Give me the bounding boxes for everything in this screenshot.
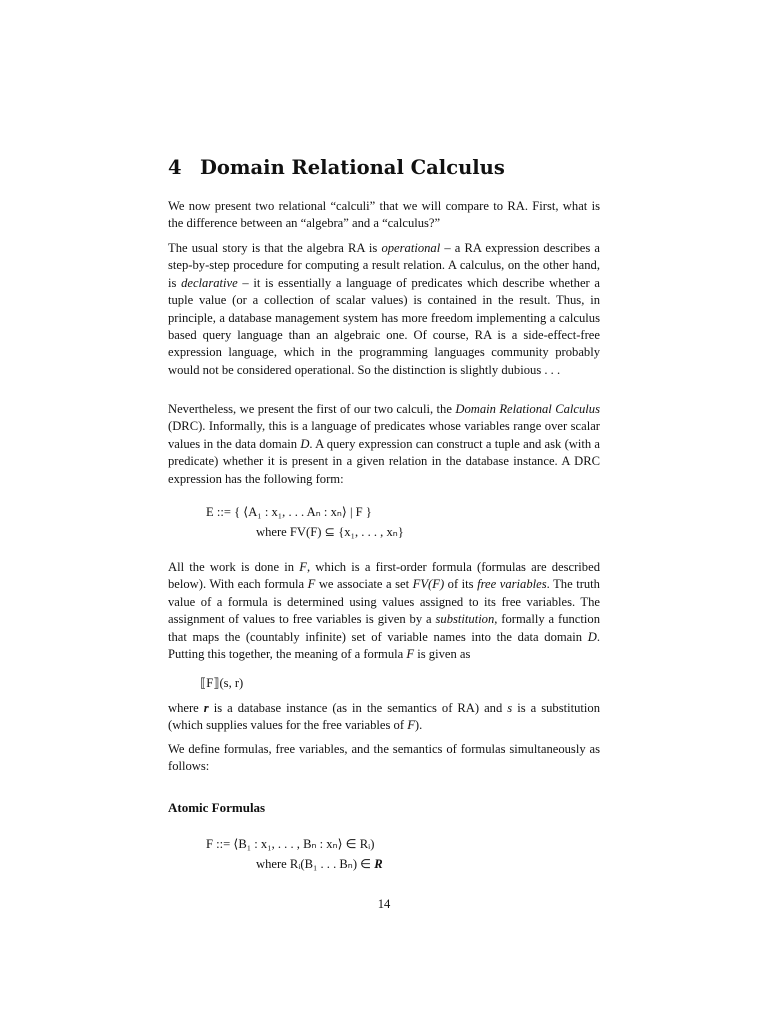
paragraph-define	[168, 741, 600, 776]
paragraph-text: All the work is done in	[168, 560, 300, 574]
paragraph-text: We now present two relational “calculi” that we will compare to RA. First, what is the difference between an “algebra” and a “calculus?”	[168, 199, 600, 231]
emphasis-declarative: declarative	[181, 275, 238, 290]
paragraph-formulas	[168, 559, 600, 663]
drc-form-line-2: where FV(F) ⊆ {x₁, . . . , xₙ}	[256, 525, 404, 539]
paragraph-intro	[168, 198, 600, 233]
paragraph-text: – it is essentially a language of predicates which describe whether a tuple value (or a collection of scalar values) is contained in the result. Thus, in principle, a database management system has more freedom implementing a calculus based query language than an algebraic one. Of course, RA is a side-effect-free expression language, which in the programming languages community probably would not be considered operational. So the distinction is slightly dubious . . .	[168, 275, 600, 377]
page-number: 14	[377, 897, 391, 911]
paragraph-text: We define formulas, free variables, and the semantics of formulas simultaneously as follows:	[168, 742, 600, 774]
math-symbol: F	[299, 560, 307, 574]
paragraph-algebra-vs-calculus	[168, 240, 600, 379]
emphasis-free-variables: free variables	[477, 577, 547, 592]
paragraph-text: , which is a first-order formula (formulas are described below). With each formula	[168, 560, 600, 592]
atomic-formula-line-1: F ::= ⟨B₁ : x₁, . . . , Bₙ : xₙ⟩ ∈ Rᵢ)	[206, 837, 375, 851]
paragraph-text: , formally a function that maps the (countably infinite) set of variable names into the data domain	[168, 612, 600, 644]
paragraph-where-r	[168, 700, 600, 735]
paragraph-text: is a substitution (which supplies values for the free variables of	[168, 701, 601, 733]
paragraph-text: . A query expression can construct a tuple and ask (with a predicate) whether it is present in a given relation in the database instance. A DRC expression has the following form:	[168, 436, 600, 486]
emphasis-operational: operational	[381, 241, 441, 255]
math-symbol: F	[406, 647, 415, 662]
math-symbol: F	[407, 718, 415, 733]
drc-form-line-1: E ::= { ⟨A₁ : x₁, . . . Aₙ : xₙ⟩ | F }	[206, 505, 372, 519]
section-number: 4	[168, 156, 182, 179]
math-symbol: F	[307, 577, 316, 592]
paragraph-text: is given as	[414, 647, 471, 662]
math-symbol: FV(F)	[412, 577, 445, 592]
paragraph-text: . The truth value of a formula is determined using values assigned to its free variables. The assignment of values to free variables is given by a	[168, 577, 600, 627]
emphasis-drc: Domain Relational Calculus	[455, 402, 600, 416]
paragraph-text: ).	[414, 718, 423, 733]
math-text: where Rᵢ(B₁ . . . Bₙ) ∈	[256, 857, 375, 871]
paragraph-text: – a RA expression describes a step-by-step procedure for computing a result relation. A calculus, on the other hand, is	[168, 241, 600, 290]
atomic-formula-line-2	[256, 856, 383, 872]
paragraph-text: we associate a set	[315, 577, 413, 592]
paragraph-text: Nevertheless, we present the first of our two calculi, the	[168, 402, 456, 416]
math-symbol: R	[374, 857, 383, 871]
paragraph-text: (DRC). Informally, this is a language of predicates whose variables range over scalar values in the data domain	[168, 419, 600, 451]
math-symbol: s	[507, 701, 513, 715]
paragraph-text: The usual story is that the algebra RA is	[168, 241, 382, 255]
math-symbol: D	[300, 436, 310, 451]
paragraph-text: of its	[444, 577, 478, 592]
paragraph-text: is a database instance (as in the semantics of RA) and	[208, 701, 508, 715]
section-title: Domain Relational Calculus	[200, 156, 505, 179]
paragraph-text: where	[168, 701, 204, 715]
section-heading	[168, 156, 505, 179]
emphasis-substitution: substitution	[435, 612, 495, 627]
semantics-formula: ⟦F⟧(s, r)	[200, 676, 244, 690]
math-symbol: r	[203, 701, 209, 715]
paragraph-text: . Putting this together, the meaning of a formula	[168, 629, 600, 662]
paragraph-drc-intro	[168, 401, 600, 488]
subsection-heading: Atomic Formulas	[168, 800, 266, 815]
math-symbol: D	[587, 629, 597, 644]
